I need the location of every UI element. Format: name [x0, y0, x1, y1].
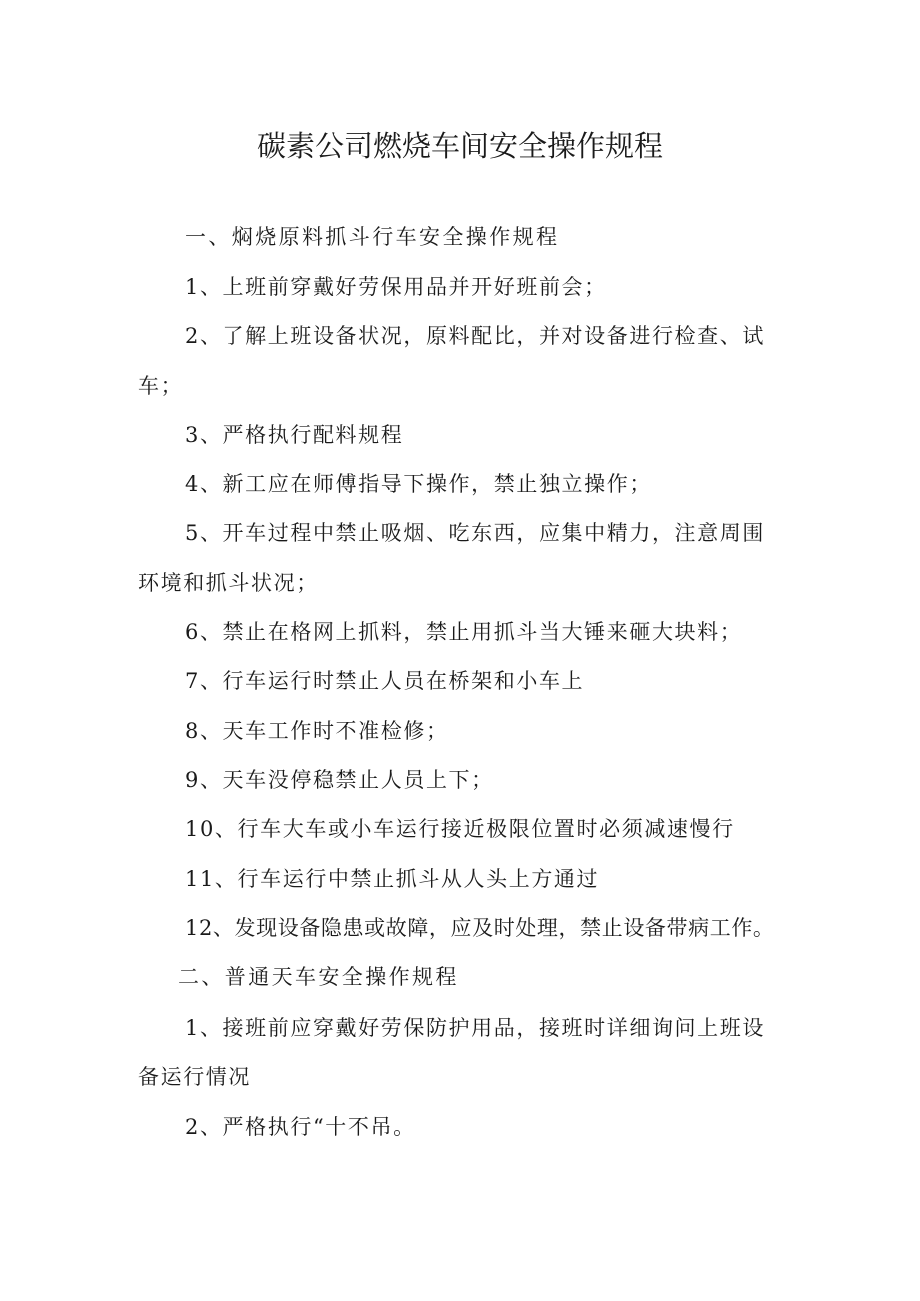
paragraph-line: 10、行车大车或小车运行接近极限位置时必须减速慢行: [185, 817, 735, 841]
paragraph-line: 7、行车运行时禁止人员在桥架和小车上: [185, 669, 585, 693]
paragraph-line: 备运行情况: [138, 1065, 251, 1089]
paragraph-line: 3、严格执行配料规程: [185, 423, 404, 447]
paragraph-line: 1、上班前穿戴好劳保用品并开好班前会；: [185, 275, 607, 299]
paragraph-line: 11、行车运行中禁止抓斗从人头上方通过: [185, 867, 600, 891]
paragraph-line: 12、发现设备隐患或故障，应及时处理，禁止设备带病工作。: [185, 916, 775, 940]
paragraph-line: 6、禁止在格网上抓料，禁止用抓斗当大锤来砸大块料；: [185, 620, 743, 644]
paragraph-line: 4、新工应在师傅指导下操作，禁止独立操作；: [185, 472, 652, 496]
section-heading-2: 二、普通天车安全操作规程: [178, 965, 459, 989]
paragraph-line: 9、天车没停稳禁止人员上下；: [185, 768, 494, 792]
paragraph-line: 车；: [138, 374, 184, 398]
paragraph-line: 1、接班前应穿戴好劳保防护用品，接班时详细询问上班设: [185, 1016, 765, 1040]
paragraph-line: 8、天车工作时不准检修；: [185, 719, 449, 743]
paragraph-line: 2、了解上班设备状况，原料配比，并对设备进行检查、试: [185, 324, 765, 348]
section-heading-1: 一、焖烧原料抓斗行车安全操作规程: [185, 225, 560, 249]
paragraph-line: 5、开车过程中禁止吸烟、吃东西，应集中精力，注意周围: [185, 521, 765, 545]
paragraph-line: 环境和抓斗状况；: [138, 571, 319, 595]
document-title: 碳素公司燃烧车间安全操作规程: [256, 129, 663, 163]
paragraph-line: 2、严格执行“十不吊。: [185, 1115, 416, 1139]
